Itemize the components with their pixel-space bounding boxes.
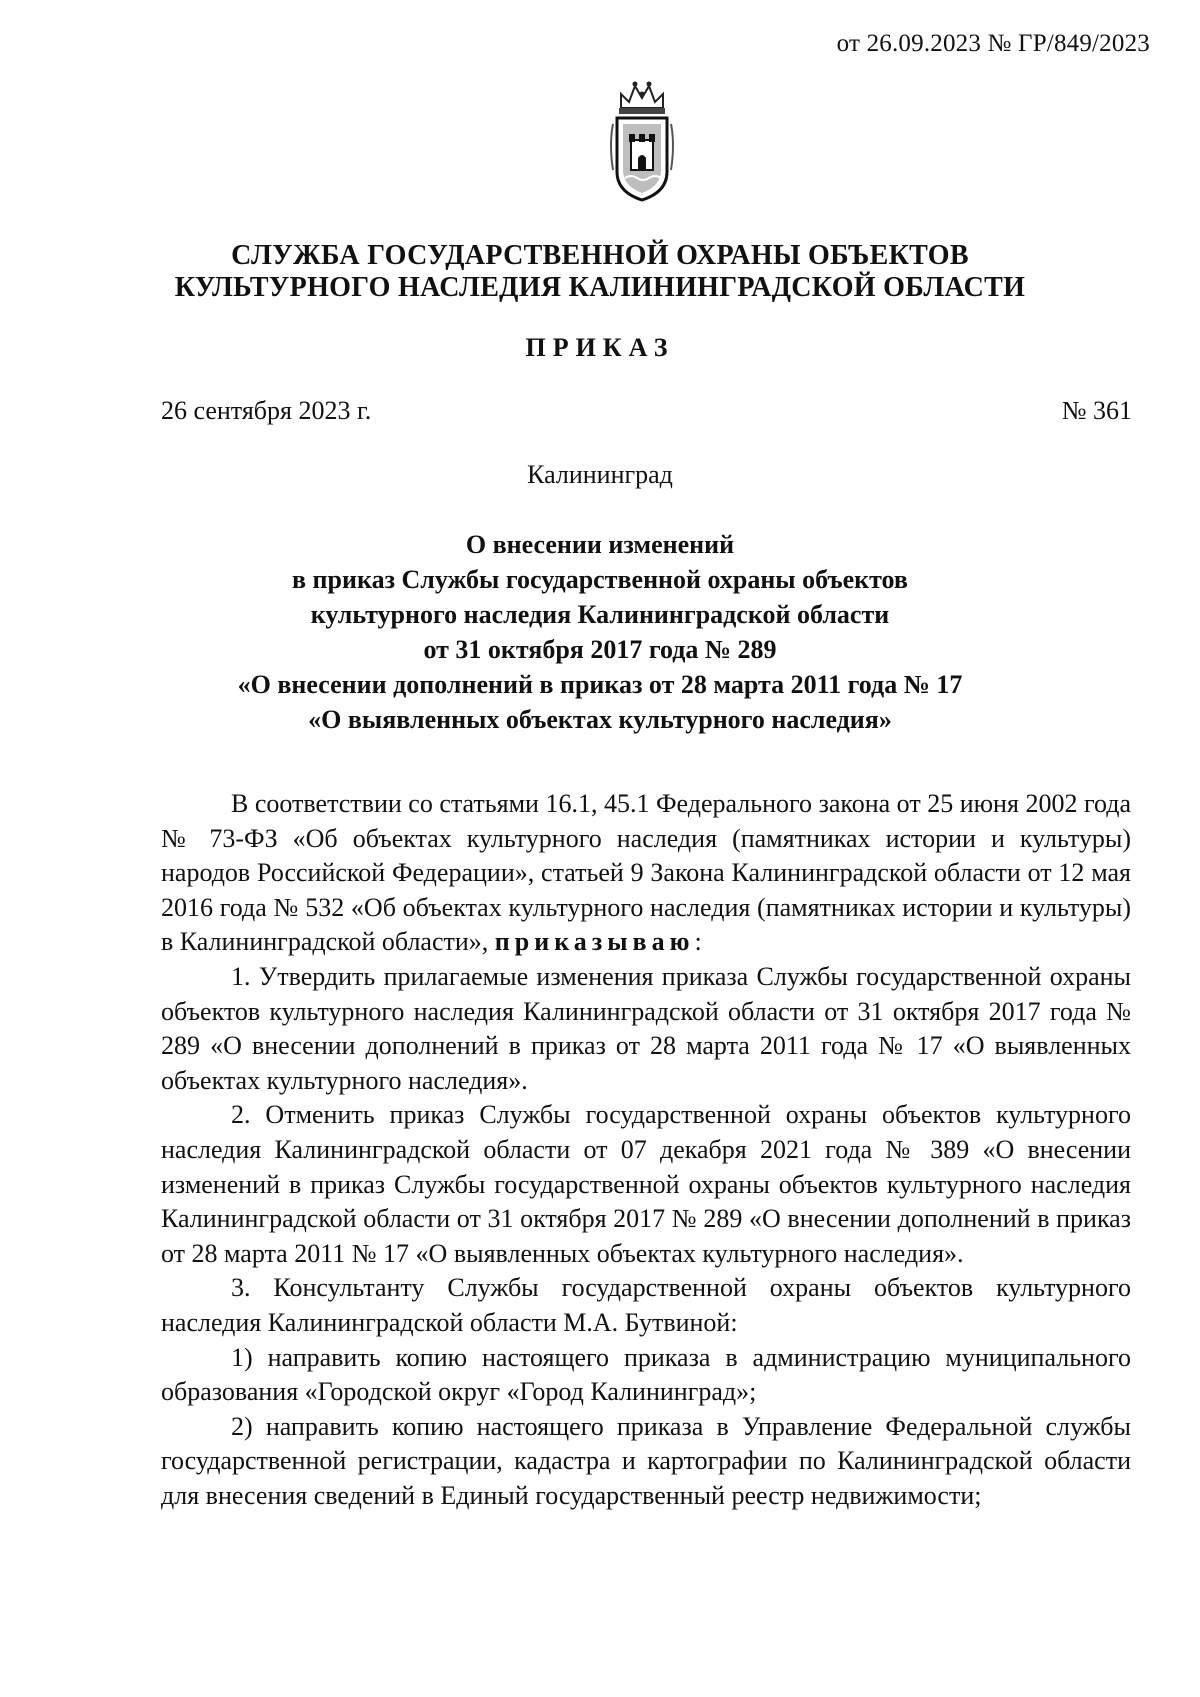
document-subject — [150, 527, 1050, 737]
document-city: Калининград — [527, 460, 673, 489]
order-colon: : — [694, 927, 702, 957]
subject-line: «О внесении дополнений в приказ от 28 марта 2011 года № 17 — [237, 670, 963, 699]
kaliningrad-coat-of-arms-icon — [607, 74, 677, 206]
document-type: ПРИКАЗ — [525, 333, 675, 362]
item-3-2-paragraph: 2) направить копию настоящего приказа в Управление Федеральной службы государственной регистрации, кадастра и картографии по Калининградской области для внесения сведений в Единый государственный реестр недвижимости; — [161, 1411, 1131, 1510]
subject-line: в приказ Службы государственной охраны объектов — [292, 565, 908, 594]
item-2-paragraph: 2. Отменить приказ Службы государственной охраны объектов культурного наследия Калининградской области от 07 декабря 2021 года № 389 «О внесении изменений в приказ Службы государственной охраны объектов культурного наследия Калининградской области от 31 октября 2017 № 289 «О внесении дополнений в приказ от 28 марта 2011 № 17 «О выявленных объектах культурного наследия». — [161, 1100, 1131, 1268]
organization-title — [150, 240, 1050, 304]
document-body — [161, 787, 1131, 1513]
organization-title-line: КУЛЬТУРНОГО НАСЛЕДИЯ КАЛИНИНГРАДСКОЙ ОБЛАСТИ — [174, 272, 1026, 303]
subject-line: от 31 октября 2017 года № 289 — [423, 635, 777, 664]
document-date: 26 сентября 2023 г. — [161, 396, 372, 425]
item-3-paragraph: 3. Консультанту Службы государственной охраны объектов культурного наследия Калининградской области М.А. Бутвиной: — [161, 1273, 1131, 1337]
item-3-1-paragraph: 1) направить копию настоящего приказа в администрацию муниципального образования «Городской округ «Город Калининград»; — [161, 1342, 1131, 1407]
preamble-paragraph — [161, 787, 1131, 960]
subject-line: культурного наследия Калининградской области — [310, 600, 890, 629]
subject-line: «О выявленных объектах культурного наследия» — [308, 705, 892, 734]
registration-stamp: от 26.09.2023 № ГР/849/2023 — [836, 30, 1150, 57]
preamble-text: В соответствии со статьями 16.1, 45.1 Федерального закона от 25 июня 2002 года № 73-ФЗ «Об объектах культурного наследия (памятниках истории и культуры) народов Российской Федерации», статьей 9 Закона Калининградской области от 12 мая 2016 года № 532 «Об объектах культурного наследия (памятниках истории и культуры) в Калининградской области», — [161, 789, 1131, 957]
order-word: приказываю — [494, 927, 695, 957]
subject-line: О внесении изменений — [465, 530, 735, 559]
document-number: № 361 — [1061, 396, 1132, 425]
item-1-paragraph: 1. Утвердить прилагаемые изменения приказа Службы государственной охраны объектов культурного наследия Калининградской области от 31 октября 2017 года № 289 «О внесении дополнений в приказ от 28 марта 2011 года № 17 «О выявленных объектах культурного наследия». — [161, 961, 1131, 1095]
organization-title-line: СЛУЖБА ГОСУДАРСТВЕННОЙ ОХРАНЫ ОБЪЕКТОВ — [231, 240, 969, 271]
